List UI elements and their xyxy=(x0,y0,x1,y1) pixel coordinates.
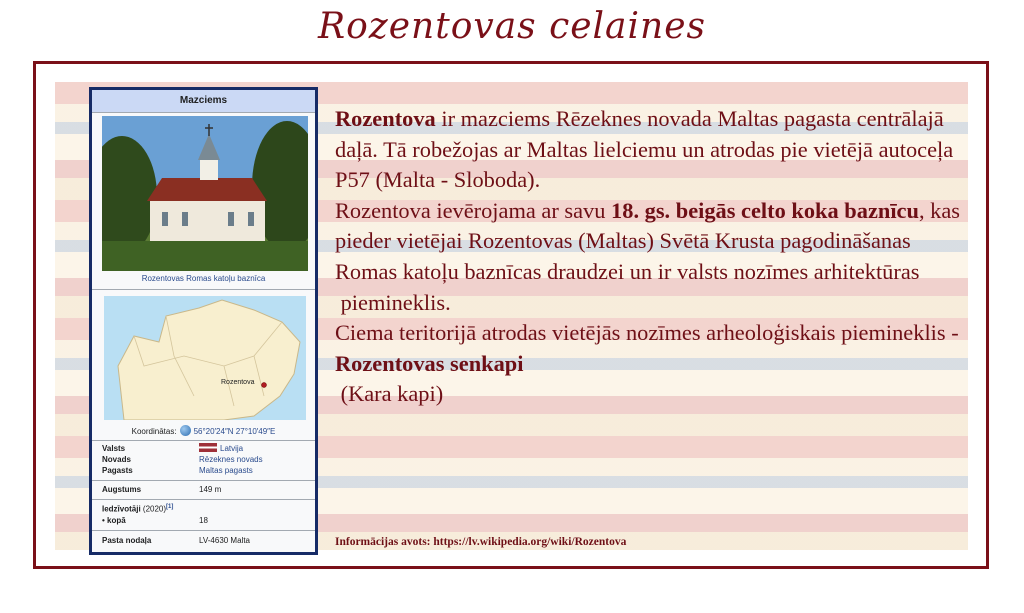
divider xyxy=(92,480,315,481)
pasta-label: Pasta nodaļa xyxy=(102,536,152,545)
paragraph-archaeology xyxy=(335,318,960,410)
page-title: Rozentovas celaines xyxy=(317,6,707,47)
iedzivotaji-label xyxy=(102,502,173,515)
globe-icon[interactable] xyxy=(180,425,191,436)
kopa-value: 18 xyxy=(199,516,208,525)
latvia-flag-icon xyxy=(199,443,217,452)
infobox-header: Mazciems xyxy=(92,90,315,113)
coordinates xyxy=(92,425,315,436)
coordinates-label: Koordinātas: xyxy=(131,427,177,436)
photo-caption[interactable]: Rozentovas Romas katoļu baznīca xyxy=(141,274,266,283)
divider xyxy=(92,530,315,531)
divider xyxy=(92,499,315,500)
pasta-value: LV-4630 Malta xyxy=(199,536,250,545)
archaeology-start: Ciema teritorijā atrodas vietējās nozīmes arheoloģiskais piemineklis - xyxy=(335,320,959,346)
pagasts-label: Pagasts xyxy=(102,466,133,475)
augstums-value: 149 m xyxy=(199,485,222,494)
valsts-label: Valsts xyxy=(102,444,126,453)
pagasts-link[interactable]: Maltas pagasts xyxy=(199,466,253,475)
church-highlight: 18. gs. beigās celto koka baznīcu xyxy=(611,197,919,223)
paragraph-church xyxy=(335,196,960,318)
novads-label: Novads xyxy=(102,455,131,464)
divider xyxy=(92,289,315,290)
intro-rest: ir mazciems Rēzeknes novada Maltas pagasta centrālajā daļā. Tā robežojas ar Maltas lielciemu un atrodas pie vietējā autoceļa P57 (Malta - Sloboda). xyxy=(335,106,954,193)
church-photo[interactable] xyxy=(102,116,308,271)
description-text xyxy=(335,104,960,410)
senkapi-highlight: Rozentovas senkapi xyxy=(335,350,524,376)
coordinates-value[interactable]: 56°20′24″N 27°10′49″E xyxy=(193,427,276,436)
augstums-label: Augstums xyxy=(102,485,142,494)
kopa-label: • kopā xyxy=(102,516,126,525)
village-name: Rozentova xyxy=(335,106,436,131)
valsts-value xyxy=(199,443,243,454)
church-end: piemineklis. xyxy=(340,289,451,315)
wikipedia-infobox xyxy=(89,87,318,555)
iedzivotaji-text: Iedzīvotāji xyxy=(102,504,141,514)
reference-link[interactable]: [1] xyxy=(166,504,174,510)
archaeology-end: (Kara kapi) xyxy=(340,381,444,407)
divider xyxy=(92,440,315,441)
novads-link[interactable]: Rēzeknes novads xyxy=(199,455,263,464)
paragraph-intro xyxy=(335,104,960,196)
location-map[interactable] xyxy=(104,296,306,420)
valsts-link[interactable]: Latvija xyxy=(220,444,244,453)
source-note: Informācijas avots: https://lv.wikipedia.org/wiki/Rozentova xyxy=(335,536,627,548)
church-rest: , kas pieder vietējai Rozentovas (Maltas) Svētā Krusta pagodināšanas Romas katoļu baznīcas draudzei un ir valsts nozīmes arhitektūras xyxy=(335,197,960,284)
church-start: Rozentova ievērojama ar savu xyxy=(335,197,612,223)
iedzivotaji-year: (2020) xyxy=(140,504,167,514)
map-marker-label: Rozentova xyxy=(221,379,255,386)
